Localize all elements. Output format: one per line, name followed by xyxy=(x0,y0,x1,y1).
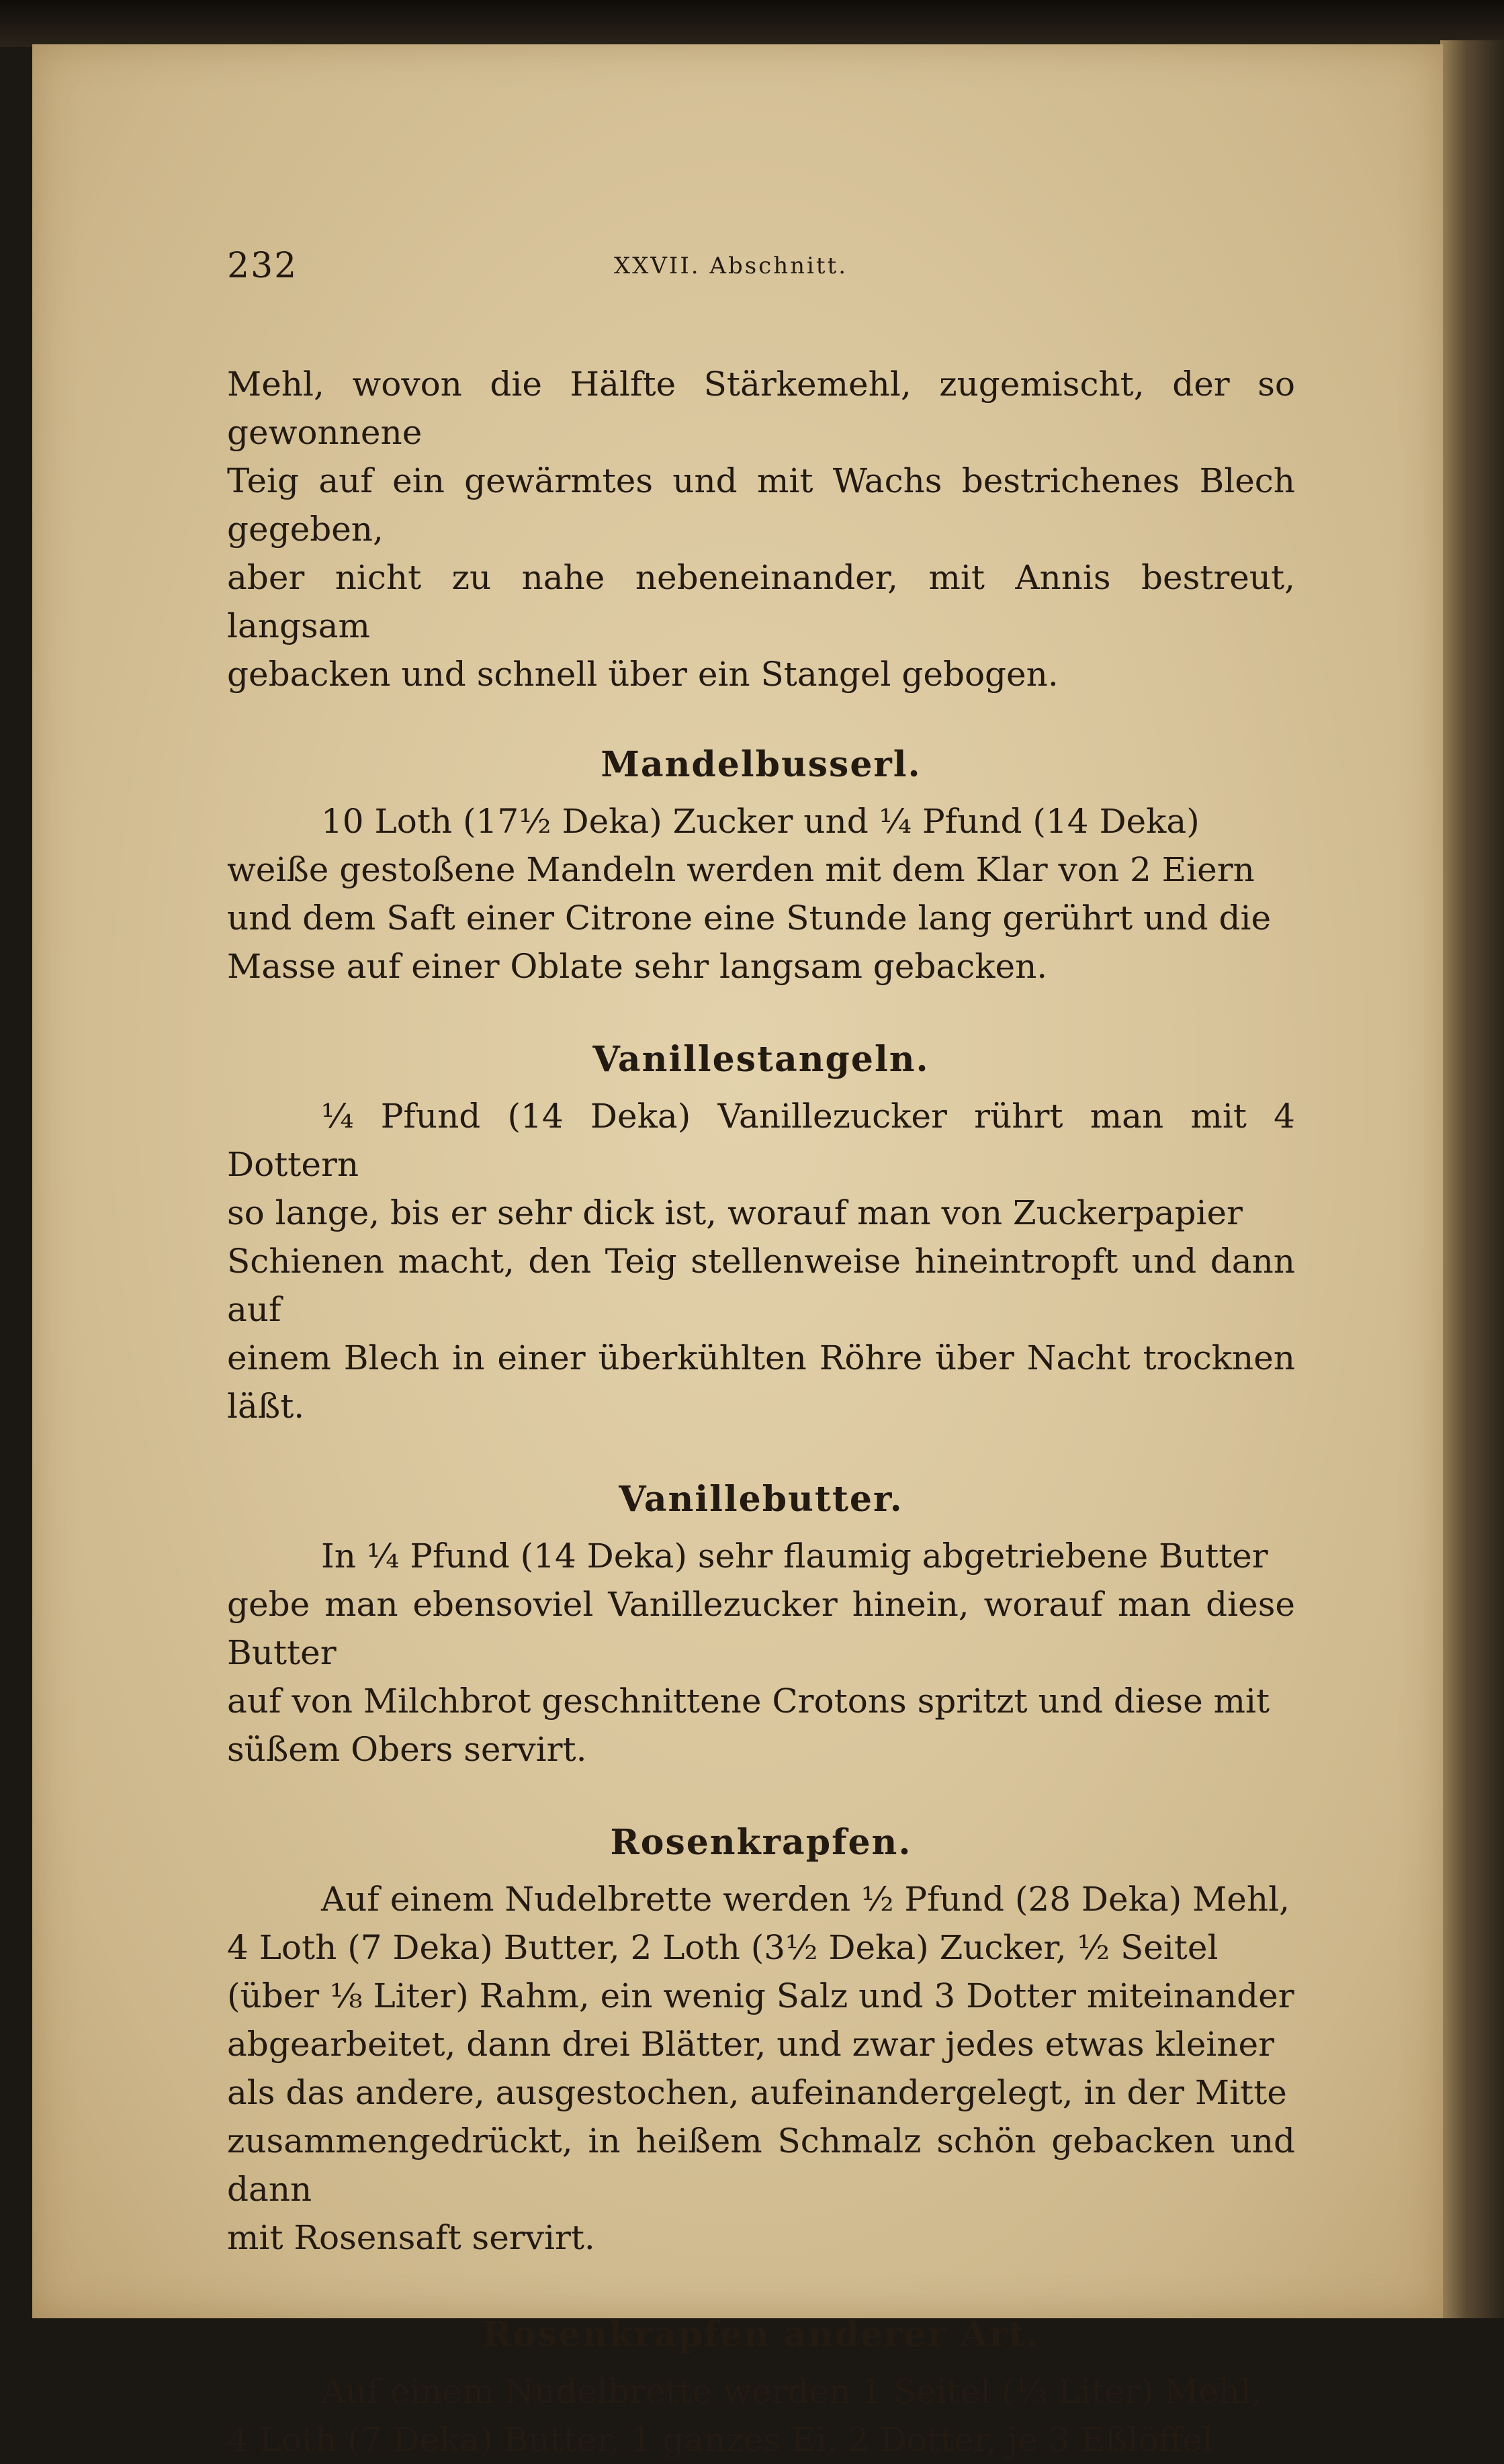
book-spine-edge xyxy=(1440,40,1504,2318)
text-line: Auf einem Nudelbrette werden 1 Seitel (⅓ Liter) Mehl, xyxy=(321,2372,1262,2411)
text-line: einem Blech in einer überkühlten Röhre über Nacht trocknen läßt. xyxy=(227,1338,1295,1426)
text-line: mit Rosensaft servirt. xyxy=(227,2218,595,2257)
recipe-vanillestangeln xyxy=(227,1039,1295,1430)
text-line: zusammengedrückt, in heißem Schmalz schön gebacken und dann xyxy=(227,2121,1295,2209)
text-line: (über ⅛ Liter) Rahm, ein wenig Salz und 3 Dotter miteinander xyxy=(227,1976,1294,2015)
recipe-mandelbusserl xyxy=(227,744,1295,991)
text-line: gebe man ebensoviel Vanillezucker hinein, worauf man diese Butter xyxy=(227,1585,1295,1672)
recipe-title: Vanillestangeln. xyxy=(592,1039,930,1080)
text-line: Mehl, wovon die Hälfte Stärkemehl, zugemischt, der so gewonnene xyxy=(227,365,1295,452)
section-label: XXVII. Abschnitt. xyxy=(613,253,848,279)
text-line: als das andere, ausgestochen, aufeinandergelegt, in der Mitte xyxy=(227,2073,1287,2112)
text-line: so lange, bis er sehr dick ist, worauf man von Zuckerpapier xyxy=(227,1193,1243,1232)
text-line: 4 Loth (7 Deka) Butter, 2 Loth (3½ Deka) Zucker, ½ Seitel xyxy=(227,1928,1219,1967)
recipe-title: Mandelbusserl. xyxy=(601,744,922,785)
text-line: Masse auf einer Oblate sehr langsam gebacken. xyxy=(227,947,1048,986)
text-line: abgearbeitet, dann drei Blätter, und zwar jedes etwas kleiner xyxy=(227,2025,1274,2064)
text-line: Teig auf ein gewärmtes und mit Wachs bestrichenes Blech gegeben, xyxy=(227,461,1295,549)
text-line: 10 Loth (17½ Deka) Zucker und ¼ Pfund (14 Deka) xyxy=(321,802,1200,841)
text-line: Schienen macht, den Teig stellenweise hineintropft und dann auf xyxy=(227,1242,1295,1329)
text-line: weiße gestoßene Mandeln werden mit dem Klar von 2 Eiern xyxy=(227,850,1255,889)
continuation-paragraph xyxy=(227,360,1295,698)
page-number: 232 xyxy=(227,246,298,286)
recipe-rosenkrapfen-anderer-art xyxy=(227,2314,1295,2464)
recipe-title: Rosenkrapfen anderer Art. xyxy=(482,2314,1040,2355)
text-line: süßem Obers servirt. xyxy=(227,1730,587,1769)
page-paper xyxy=(32,44,1443,2459)
recipe-title: Vanillebutter. xyxy=(619,1479,903,1520)
recipe-title: Rosenkrapfen. xyxy=(610,1822,912,1863)
recipe-vanillebutter xyxy=(227,1479,1295,1774)
text-line: ¼ Pfund (14 Deka) Vanillezucker rührt man mit 4 Dottern xyxy=(227,1097,1295,1184)
text-line: In ¼ Pfund (14 Deka) sehr flaumig abgetriebene Butter xyxy=(321,1537,1268,1576)
text-line: und dem Saft einer Citrone eine Stunde lang gerührt und die xyxy=(227,899,1272,938)
text-line: auf von Milchbrot geschnittene Crotons spritzt und diese mit xyxy=(227,1682,1270,1721)
text-line: aber nicht zu nahe nebeneinander, mit Annis bestreut, langsam xyxy=(227,558,1295,645)
running-head xyxy=(227,246,1295,300)
page-body xyxy=(227,360,1295,2464)
text-line: Auf einem Nudelbrette werden ½ Pfund (28 Deka) Mehl, xyxy=(321,1880,1290,1919)
text-line: gebacken und schnell über ein Stangel gebogen. xyxy=(227,655,1059,694)
scan-top-edge xyxy=(0,0,1504,47)
text-line: 4 Loth (7 Deka) Butter, 1 ganzes Ei, 2 Dotter, je 3 Eßlöffel xyxy=(227,2420,1213,2459)
recipe-rosenkrapfen xyxy=(227,1822,1295,2262)
